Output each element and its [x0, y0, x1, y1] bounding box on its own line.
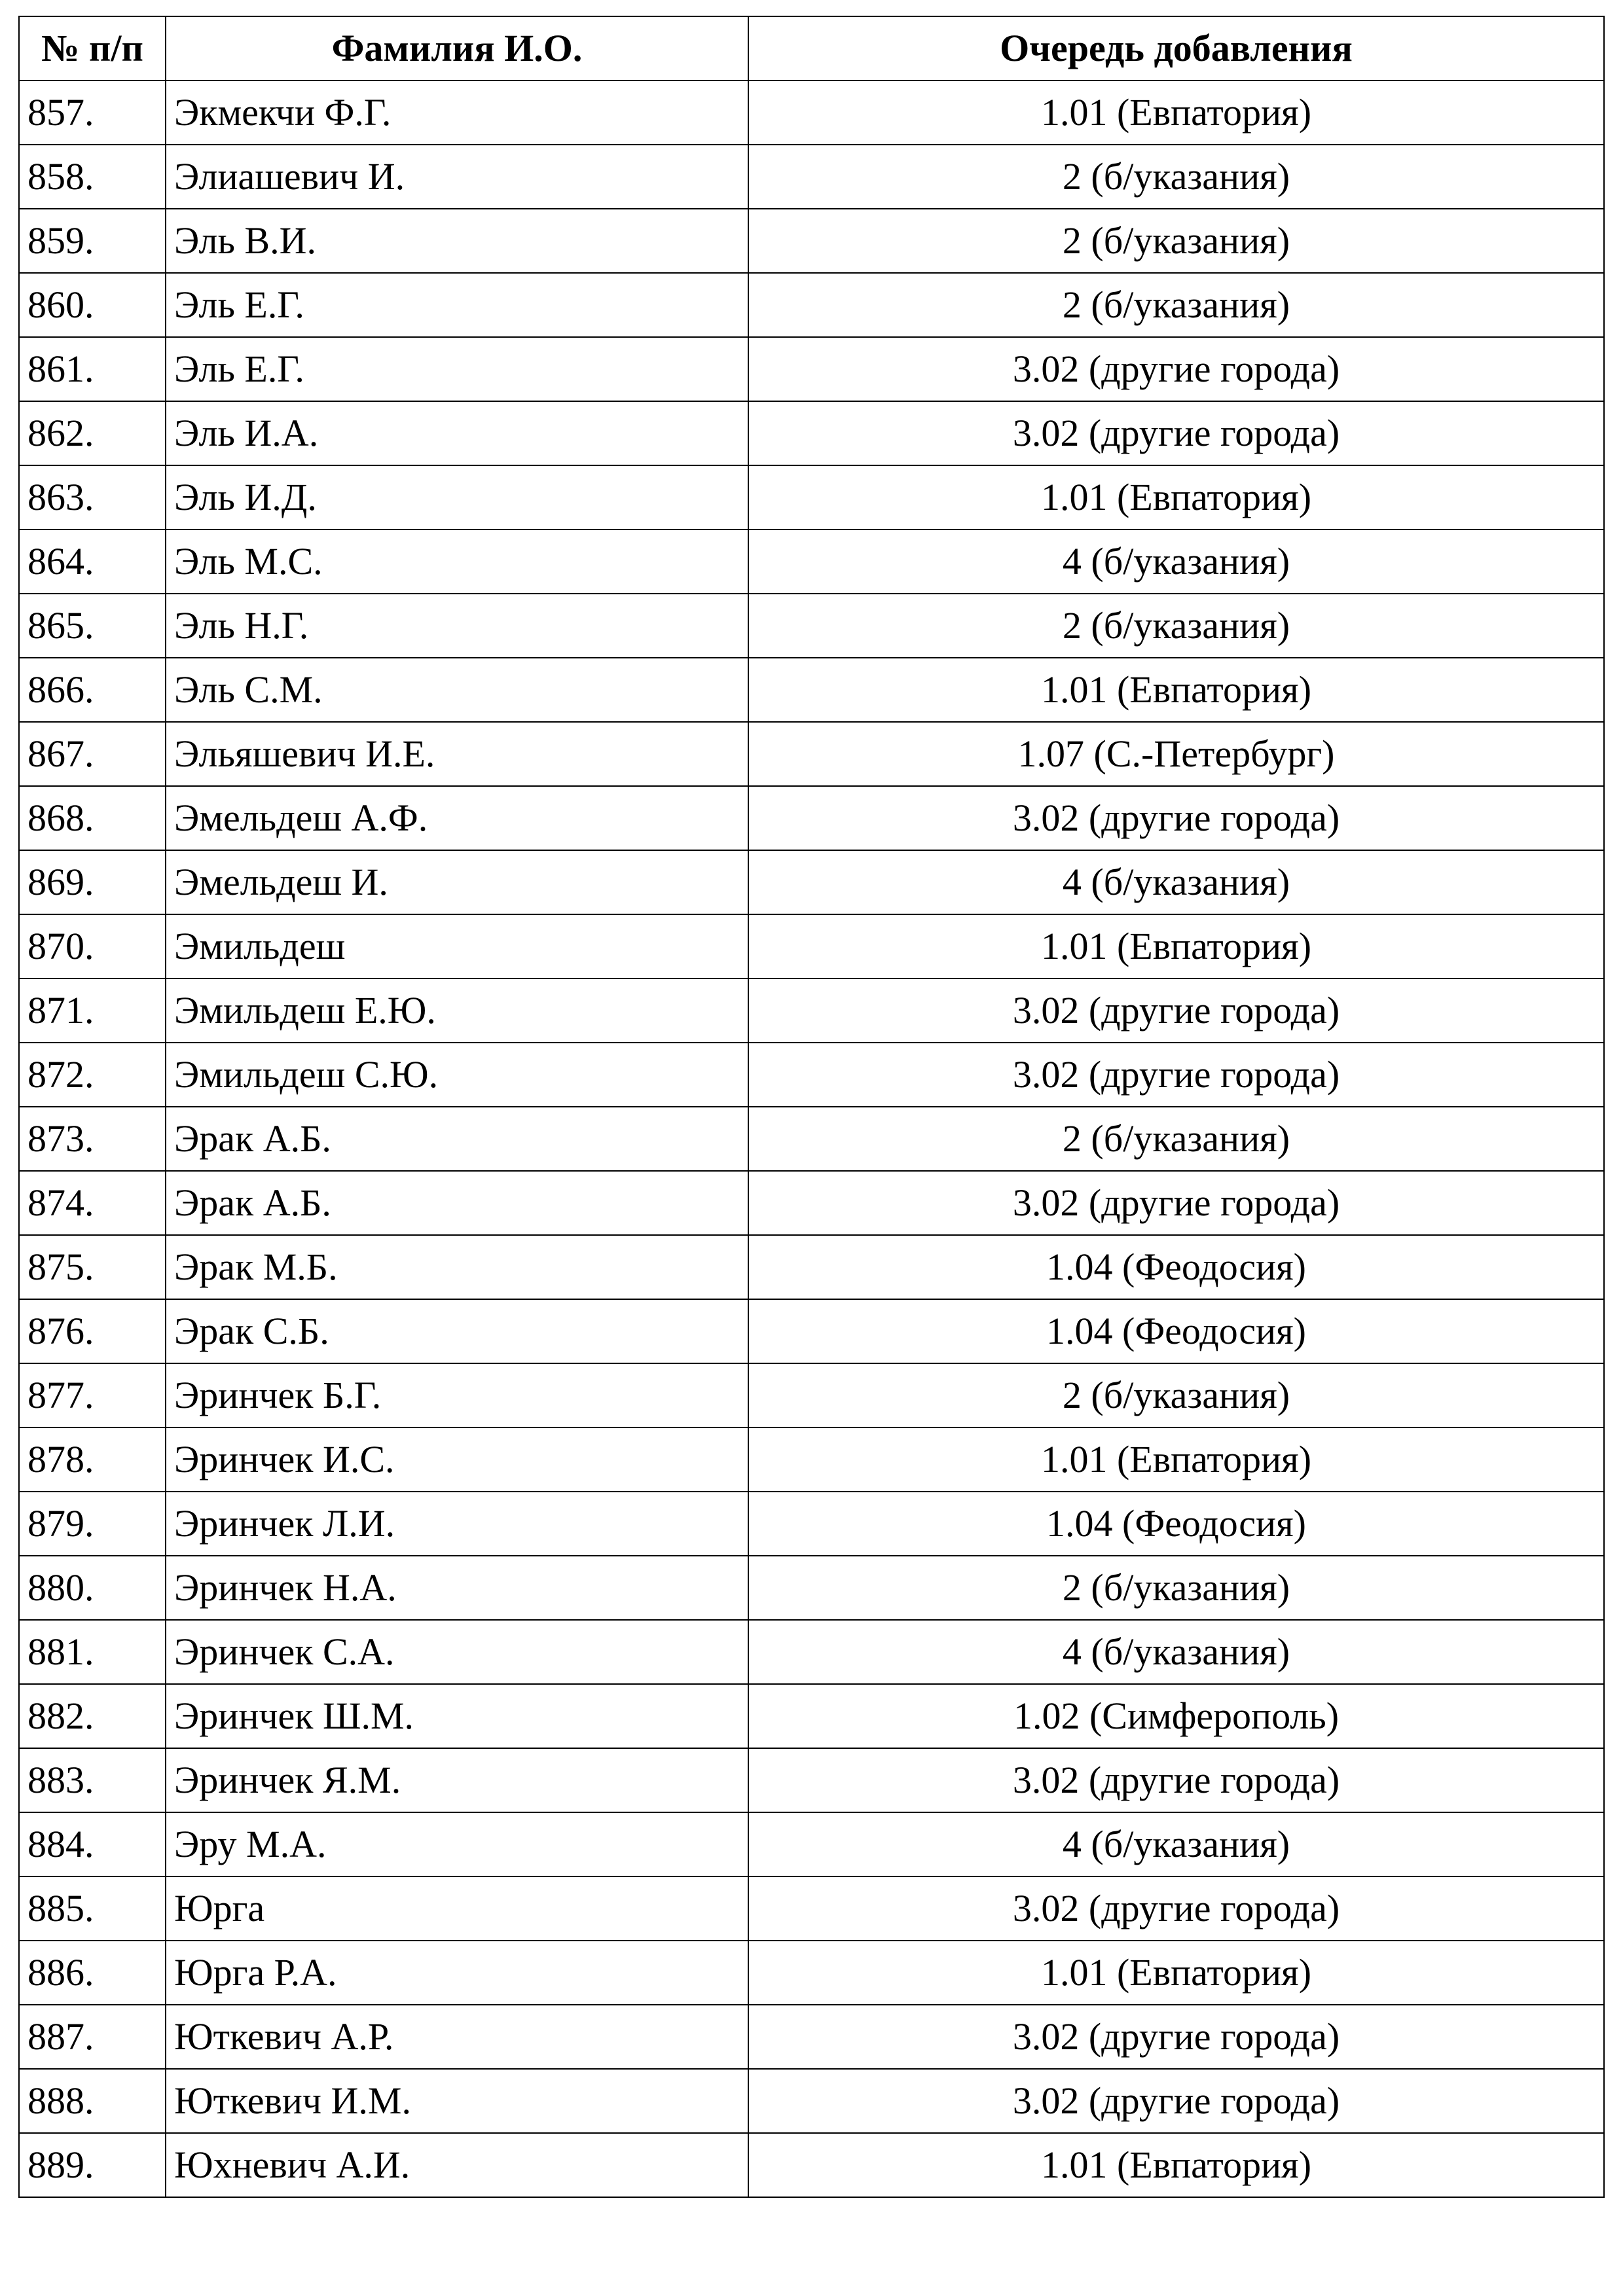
- table-row: [19, 914, 1604, 978]
- table-row: [19, 1171, 1604, 1235]
- table-row: [19, 401, 1604, 465]
- document-page: [18, 16, 1603, 2198]
- row-queue-cell: 1.07 (С.-Петербург): [748, 722, 1604, 786]
- row-number-cell: 874.: [19, 1171, 166, 1235]
- row-number-cell: 868.: [19, 786, 166, 850]
- row-name-cell: Эринчек С.А.: [166, 1620, 748, 1684]
- registry-table: [18, 16, 1605, 2198]
- table-row: [19, 1812, 1604, 1876]
- table-row: [19, 786, 1604, 850]
- row-name-cell: Эру М.А.: [166, 1812, 748, 1876]
- table-row: [19, 209, 1604, 273]
- row-number-cell: 860.: [19, 273, 166, 337]
- row-number-cell: 872.: [19, 1043, 166, 1107]
- table-row: [19, 1043, 1604, 1107]
- row-queue-cell: 1.01 (Евпатория): [748, 2133, 1604, 2197]
- row-queue-cell: 1.01 (Евпатория): [748, 1427, 1604, 1492]
- row-queue-cell: 3.02 (другие города): [748, 401, 1604, 465]
- row-queue-cell: 1.04 (Феодосия): [748, 1235, 1604, 1299]
- row-number-cell: 863.: [19, 465, 166, 529]
- row-queue-cell: 1.01 (Евпатория): [748, 465, 1604, 529]
- row-name-cell: Эль С.М.: [166, 658, 748, 722]
- row-name-cell: Эль В.И.: [166, 209, 748, 273]
- row-queue-cell: 1.01 (Евпатория): [748, 914, 1604, 978]
- row-name-cell: Эрак С.Б.: [166, 1299, 748, 1363]
- row-number-cell: 885.: [19, 1876, 166, 1941]
- table-row: [19, 273, 1604, 337]
- table-row: [19, 1427, 1604, 1492]
- row-name-cell: Эрак А.Б.: [166, 1171, 748, 1235]
- row-number-cell: 888.: [19, 2069, 166, 2133]
- row-number-cell: 869.: [19, 850, 166, 914]
- row-queue-cell: 2 (б/указания): [748, 1107, 1604, 1171]
- row-queue-cell: 1.01 (Евпатория): [748, 81, 1604, 145]
- row-number-cell: 865.: [19, 594, 166, 658]
- row-queue-cell: 1.01 (Евпатория): [748, 658, 1604, 722]
- row-number-cell: 889.: [19, 2133, 166, 2197]
- row-queue-cell: 2 (б/указания): [748, 209, 1604, 273]
- table-row: [19, 1363, 1604, 1427]
- row-queue-cell: 4 (б/указания): [748, 1812, 1604, 1876]
- table-header-row: [19, 16, 1604, 81]
- row-queue-cell: 3.02 (другие города): [748, 978, 1604, 1043]
- table-row: [19, 2133, 1604, 2197]
- table-row: [19, 2005, 1604, 2069]
- row-number-cell: 883.: [19, 1748, 166, 1812]
- table-row: [19, 2069, 1604, 2133]
- table-body: [19, 81, 1604, 2197]
- column-header-queue: Очередь добавления: [748, 16, 1604, 81]
- row-name-cell: Юхневич А.И.: [166, 2133, 748, 2197]
- row-name-cell: Эрак М.Б.: [166, 1235, 748, 1299]
- row-name-cell: Юткевич А.Р.: [166, 2005, 748, 2069]
- row-name-cell: Эринчек Я.М.: [166, 1748, 748, 1812]
- row-queue-cell: 2 (б/указания): [748, 145, 1604, 209]
- row-number-cell: 878.: [19, 1427, 166, 1492]
- row-number-cell: 877.: [19, 1363, 166, 1427]
- table-row: [19, 722, 1604, 786]
- table-row: [19, 337, 1604, 401]
- row-queue-cell: 3.02 (другие города): [748, 1748, 1604, 1812]
- table-row: [19, 1876, 1604, 1941]
- row-queue-cell: 4 (б/указания): [748, 529, 1604, 594]
- row-name-cell: Эмильдеш: [166, 914, 748, 978]
- row-queue-cell: 4 (б/указания): [748, 850, 1604, 914]
- table-row: [19, 1107, 1604, 1171]
- row-number-cell: 864.: [19, 529, 166, 594]
- row-number-cell: 875.: [19, 1235, 166, 1299]
- table-row: [19, 1748, 1604, 1812]
- row-name-cell: Эринчек И.С.: [166, 1427, 748, 1492]
- table-row: [19, 465, 1604, 529]
- table-row: [19, 1684, 1604, 1748]
- row-name-cell: Экмекчи Ф.Г.: [166, 81, 748, 145]
- row-name-cell: Эльяшевич И.Е.: [166, 722, 748, 786]
- row-number-cell: 858.: [19, 145, 166, 209]
- row-name-cell: Эмильдеш С.Ю.: [166, 1043, 748, 1107]
- row-queue-cell: 4 (б/указания): [748, 1620, 1604, 1684]
- table-row: [19, 1620, 1604, 1684]
- row-name-cell: Эль Е.Г.: [166, 273, 748, 337]
- row-name-cell: Эмельдеш И.: [166, 850, 748, 914]
- row-name-cell: Эринчек Л.И.: [166, 1492, 748, 1556]
- table-row: [19, 1299, 1604, 1363]
- row-queue-cell: 1.04 (Феодосия): [748, 1492, 1604, 1556]
- row-number-cell: 861.: [19, 337, 166, 401]
- row-name-cell: Юткевич И.М.: [166, 2069, 748, 2133]
- row-name-cell: Эль Н.Г.: [166, 594, 748, 658]
- table-row: [19, 81, 1604, 145]
- table-row: [19, 850, 1604, 914]
- row-name-cell: Эмельдеш А.Ф.: [166, 786, 748, 850]
- row-queue-cell: 1.02 (Симферополь): [748, 1684, 1604, 1748]
- table-row: [19, 145, 1604, 209]
- table-row: [19, 594, 1604, 658]
- table-row: [19, 1492, 1604, 1556]
- row-queue-cell: 3.02 (другие города): [748, 2005, 1604, 2069]
- row-name-cell: Эринчек Н.А.: [166, 1556, 748, 1620]
- row-name-cell: Эль М.С.: [166, 529, 748, 594]
- table-row: [19, 529, 1604, 594]
- table-row: [19, 1235, 1604, 1299]
- row-number-cell: 857.: [19, 81, 166, 145]
- row-number-cell: 866.: [19, 658, 166, 722]
- row-number-cell: 862.: [19, 401, 166, 465]
- row-queue-cell: 3.02 (другие города): [748, 1043, 1604, 1107]
- row-queue-cell: 3.02 (другие города): [748, 1171, 1604, 1235]
- row-name-cell: Элиашевич И.: [166, 145, 748, 209]
- row-name-cell: Эринчек Б.Г.: [166, 1363, 748, 1427]
- row-number-cell: 876.: [19, 1299, 166, 1363]
- row-number-cell: 884.: [19, 1812, 166, 1876]
- row-name-cell: Эринчек Ш.М.: [166, 1684, 748, 1748]
- row-number-cell: 882.: [19, 1684, 166, 1748]
- column-header-number: № п/п: [19, 16, 166, 81]
- table-row: [19, 658, 1604, 722]
- table-row: [19, 1941, 1604, 2005]
- row-name-cell: Эль Е.Г.: [166, 337, 748, 401]
- column-header-name: Фамилия И.О.: [166, 16, 748, 81]
- row-name-cell: Эль И.Д.: [166, 465, 748, 529]
- row-number-cell: 880.: [19, 1556, 166, 1620]
- row-number-cell: 873.: [19, 1107, 166, 1171]
- row-number-cell: 871.: [19, 978, 166, 1043]
- row-number-cell: 867.: [19, 722, 166, 786]
- row-number-cell: 886.: [19, 1941, 166, 2005]
- row-name-cell: Эмильдеш Е.Ю.: [166, 978, 748, 1043]
- row-number-cell: 870.: [19, 914, 166, 978]
- row-queue-cell: 2 (б/указания): [748, 594, 1604, 658]
- row-name-cell: Эрак А.Б.: [166, 1107, 748, 1171]
- row-name-cell: Юрга: [166, 1876, 748, 1941]
- table-row: [19, 978, 1604, 1043]
- row-number-cell: 879.: [19, 1492, 166, 1556]
- table-row: [19, 1556, 1604, 1620]
- row-number-cell: 881.: [19, 1620, 166, 1684]
- row-queue-cell: 2 (б/указания): [748, 1556, 1604, 1620]
- row-queue-cell: 2 (б/указания): [748, 1363, 1604, 1427]
- row-queue-cell: 3.02 (другие города): [748, 786, 1604, 850]
- row-queue-cell: 3.02 (другие города): [748, 2069, 1604, 2133]
- row-queue-cell: 1.04 (Феодосия): [748, 1299, 1604, 1363]
- row-number-cell: 859.: [19, 209, 166, 273]
- row-queue-cell: 3.02 (другие города): [748, 337, 1604, 401]
- row-name-cell: Эль И.А.: [166, 401, 748, 465]
- row-queue-cell: 1.01 (Евпатория): [748, 1941, 1604, 2005]
- row-name-cell: Юрга Р.А.: [166, 1941, 748, 2005]
- row-queue-cell: 3.02 (другие города): [748, 1876, 1604, 1941]
- row-queue-cell: 2 (б/указания): [748, 273, 1604, 337]
- row-number-cell: 887.: [19, 2005, 166, 2069]
